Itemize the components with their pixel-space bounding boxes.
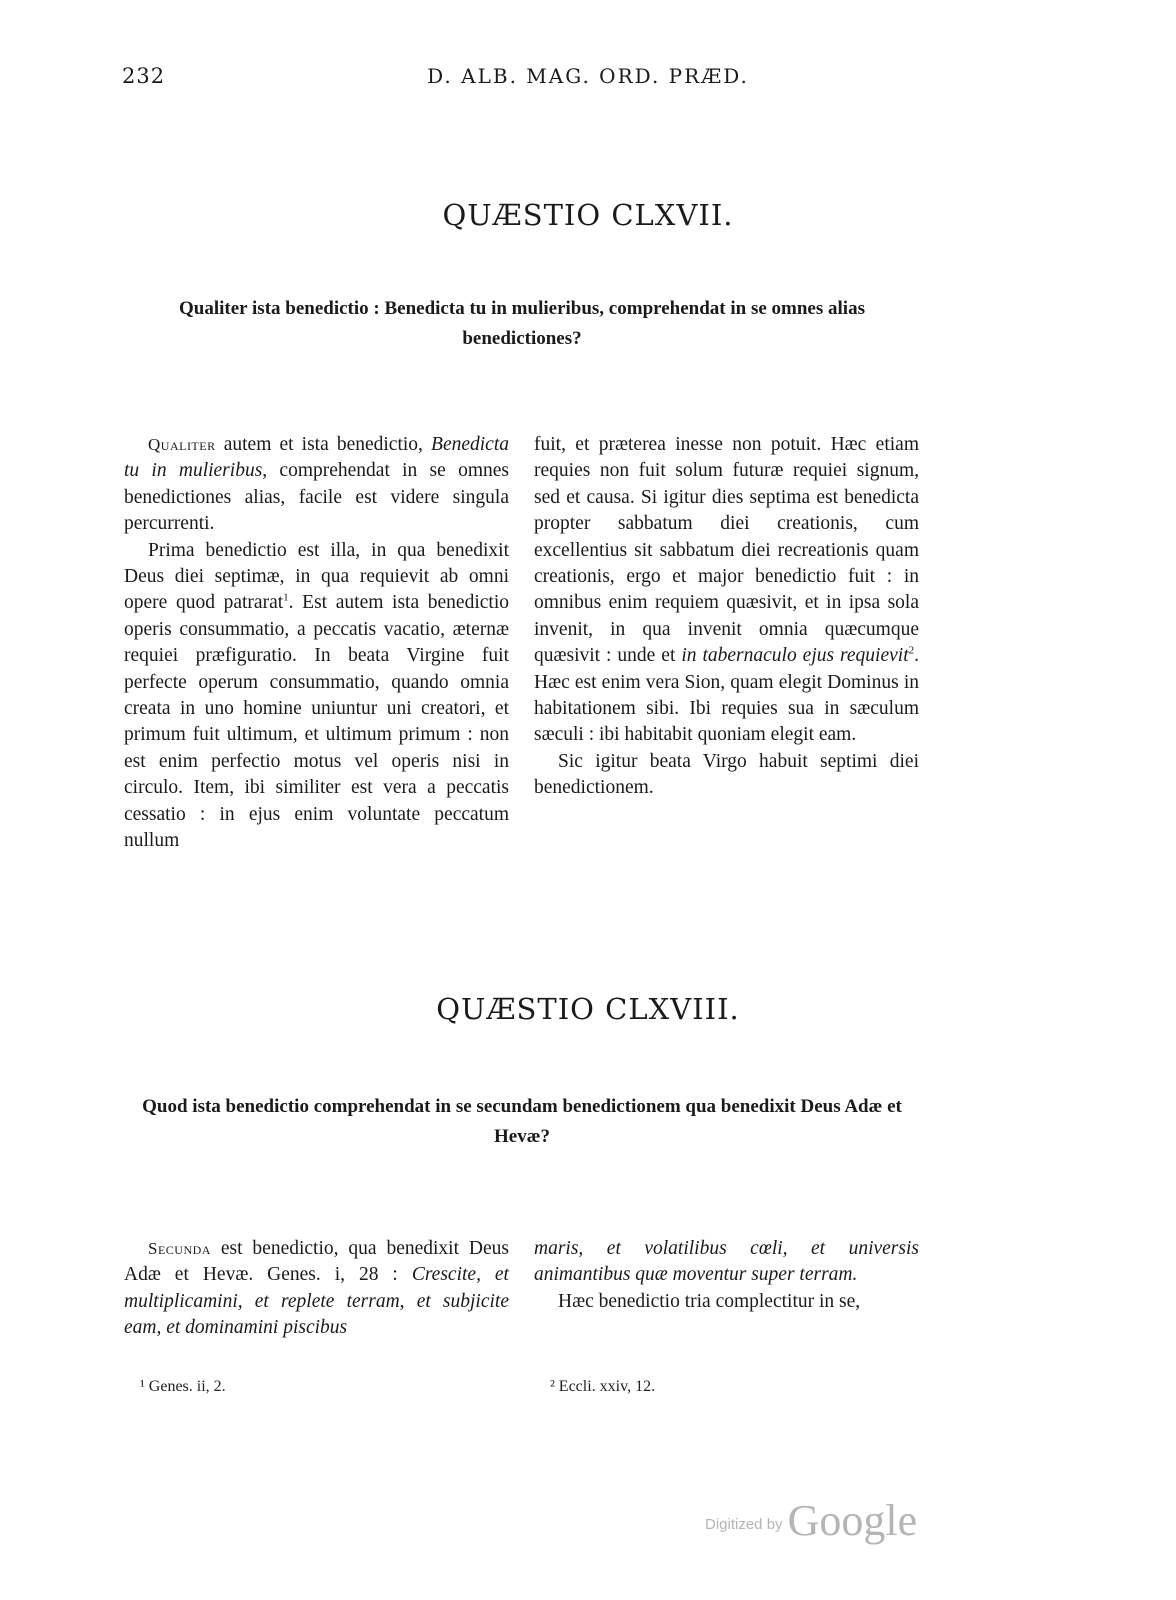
paragraph — [534, 1236, 919, 1289]
text-run: . Est autem ista benedictio operis consummatio, a peccatis vacatio, æternæ requiei præfiguratio. In beata Virgine fuit perfecte operum consummatio, quando omnia creata in uno homine uniuntur uni creatori, et primum fuit ultimum, et ultimum primum : non est enim perfectio motus vel operis nisi in circulo. Item, ibi similiter est vera a peccatis cessatio : in ejus enim voluntate peccatum nullum — [124, 592, 509, 852]
page-number: 232 — [122, 64, 166, 88]
drop-word: Secunda — [148, 1239, 211, 1258]
running-head — [0, 64, 1176, 94]
text-run: Prima benedictio est illa, in qua benedixit Deus diei septimæ, in qua requievit ab omni opere quod patrarat — [124, 539, 509, 614]
q167-left-column — [124, 432, 509, 855]
text-run: est benedictio, qua benedixit Deus Adæ et Hevæ. Genes. i, 28 : — [124, 1238, 509, 1286]
footnote-ref: 1 — [283, 591, 289, 604]
text-run: . Hæc est enim vera Sion, quam elegit Dominus in habitationem sibi. Ibi requies sua in sæculum sæculi : ibi habitabit quoniam elegit eam. — [534, 645, 919, 746]
text-run: autem et ista benedictio, — [215, 434, 432, 455]
footnote-1: ¹ Genes. ii, 2. — [140, 1378, 226, 1395]
paragraph — [124, 432, 509, 538]
quaestio-167-subtitle: Qualiter ista benedictio : Benedicta tu in mulieribus, comprehendat in se omnes alias benedictiones? — [179, 298, 865, 349]
q167-right-column — [534, 432, 919, 802]
italic-run: Crescite, et multiplicamini, et replete terram, et subjicite eam, et dominamini piscibus — [124, 1264, 509, 1339]
quaestio-168-title: QUÆSTIO CLXVIII. — [436, 992, 740, 1026]
text-run: fuit, et præterea inesse non potuit. Hæc etiam requies non fuit solum futuræ requiei signum, sed et causa. Si igitur dies septima est benedicta propter sabbatum diei creationis, cum excellentius sit sabbatum diei recreationis quam creationis, ergo et major benedictio fuit : in omnibus enim requiem quæsivit, et in ipsa sola invenit, in qua invenit omnia quæcumque quæsivit : unde et — [534, 434, 919, 667]
paragraph — [124, 1236, 509, 1342]
running-title: D. ALB. MAG. ORD. PRÆD. — [427, 64, 749, 88]
quaestio-168-subtitle: Quod ista benedictio comprehendat in se secundam benedictionem qua benedixit Deus Adæ et Hevæ? — [142, 1096, 902, 1147]
q168-right-column — [534, 1236, 919, 1315]
digitized-watermark — [705, 1495, 917, 1546]
watermark-prefix: Digitized by — [705, 1516, 783, 1533]
drop-word: Qualiter — [148, 435, 216, 454]
italic-run: in tabernaculo ejus requievit — [681, 645, 909, 667]
google-logo: Google — [787, 1496, 918, 1545]
footnote-2: ² Eccli. xxiv, 12. — [550, 1378, 656, 1395]
paragraph — [124, 538, 509, 855]
paragraph: Hæc benedictio tria complectitur in se, — [558, 1290, 861, 1312]
paragraph — [534, 432, 919, 749]
italic-run: Benedicta tu in mulieribus — [124, 434, 509, 482]
footnote-ref: 2 — [908, 644, 915, 657]
quaestio-167-title: QUÆSTIO CLXVII. — [442, 198, 734, 232]
paragraph: Sic igitur beata Virgo habuit septimi diei benedictionem. — [534, 750, 919, 799]
text-run: , comprehendat in se omnes benedictiones alias, facile est videre singula percurrenti. — [124, 460, 509, 535]
italic-run: maris, et volatilibus cœli, et universis animantibus quæ moventur super terram. — [534, 1238, 919, 1286]
q168-left-column — [124, 1236, 509, 1342]
